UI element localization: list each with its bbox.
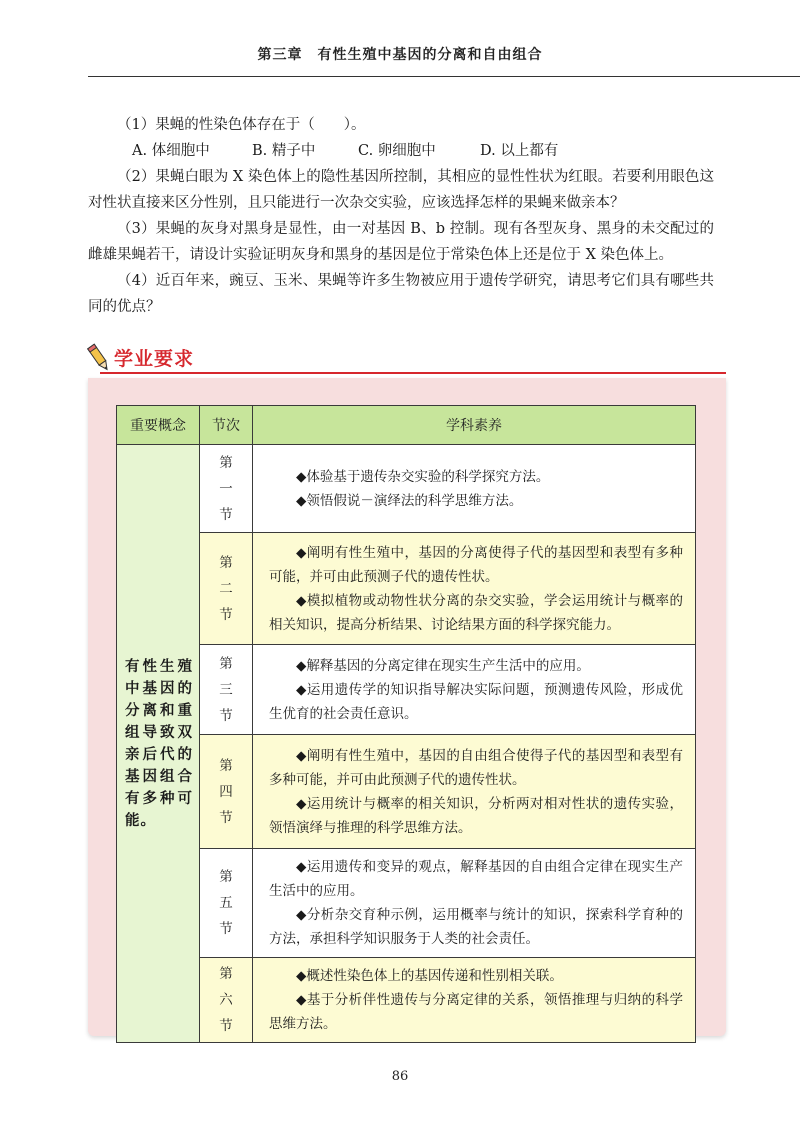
question-1: （1）果蝇的性染色体存在于（ ）。: [117, 117, 366, 133]
literacy-cell: [253, 849, 696, 958]
literacy-item: ◆阐明有性生殖中，基因的自由组合使得子代的基因型和表型有多种可能，并可由此预测子代的遗传性状。: [269, 747, 683, 788]
table-header-row: [117, 406, 696, 445]
table-row: [117, 645, 696, 735]
literacy-cell: [253, 445, 696, 533]
section-label: 第二节: [219, 554, 233, 623]
concept-cell: 有性生殖中基因的分离和重组导致双亲后代的基因组合有多种可能。: [117, 445, 200, 1043]
header-literacy: 学科素养: [253, 406, 696, 445]
table-row: [117, 533, 696, 645]
section-cell: [200, 958, 253, 1043]
option-b: B. 精子中: [252, 143, 316, 159]
table-row: [117, 735, 696, 849]
question-4: （4）近百年来，豌豆、玉米、果蝇等许多生物被应用于遗传学研究，请思考它们具有哪些共同的优点？: [88, 273, 714, 315]
table-row: [117, 445, 696, 533]
section-cell: [200, 849, 253, 958]
exercise-questions: [88, 112, 714, 320]
section-cell: [200, 735, 253, 849]
section-cell: [200, 533, 253, 645]
section-divider: [100, 372, 726, 374]
section-heading: [86, 342, 726, 376]
option-a: A. 体细胞中: [132, 143, 210, 159]
question-2: （2）果蝇白眼为 X 染色体上的隐性基因所控制，其相应的显性性状为红眼。若要利用眼色这对性状直接来区分性别，且只能进行一次杂交实验，应该选择怎样的果蝇来做亲本？: [88, 169, 714, 211]
table-row: [117, 958, 696, 1043]
section-label: 第三节: [219, 655, 233, 724]
literacy-cell: [253, 958, 696, 1043]
section-label: 第六节: [219, 966, 233, 1034]
option-c: C. 卵细胞中: [358, 143, 436, 159]
pencil-icon: [86, 342, 112, 374]
section-cell: [200, 645, 253, 735]
section-label: 第一节: [219, 454, 233, 523]
literacy-item: ◆体验基于遗传杂交实验的科学探究方法。: [296, 468, 550, 485]
requirements-table: [116, 405, 696, 1043]
header-concept: 重要概念: [117, 406, 200, 445]
literacy-item: ◆领悟假说－演绎法的科学思维方法。: [296, 492, 523, 509]
literacy-cell: [253, 645, 696, 735]
section-title: 学业要求: [114, 348, 195, 370]
literacy-item: ◆概述性染色体上的基因传递和性别相关联。: [296, 968, 563, 984]
literacy-cell: [253, 735, 696, 849]
literacy-item: ◆分析杂交育种示例，运用概率与统计的知识，探索科学育种的方法，承担科学知识服务于人类的社会责任。: [269, 907, 683, 947]
question-3: （3）果蝇的灰身对黑身是显性，由一对基因 B、b 控制。现有各型灰身、黑身的未交配过的雌雄果蝇若干，请设计实验证明灰身和黑身的基因是位于常染色体上还是位于 X 染色体上。: [88, 221, 714, 263]
page-number: 86: [391, 1069, 409, 1084]
table-row: [117, 849, 696, 958]
chapter-header: 第三章 有性生殖中基因的分离和自由组合: [257, 47, 543, 63]
literacy-item: ◆模拟植物或动物性状分离的杂交实验，学会运用统计与概率的相关知识，提高分析结果、讨论结果方面的科学探究能力。: [269, 592, 683, 633]
header-divider: [88, 76, 800, 77]
section-label: 第四节: [219, 757, 233, 826]
literacy-item: ◆运用统计与概率的相关知识，分析两对相对性状的遗传实验，领悟演绎与推理的科学思维方法。: [269, 795, 683, 836]
section-cell: [200, 445, 253, 533]
literacy-item: ◆运用遗传和变异的观点，解释基因的自由组合定律在现实生产生活中的应用。: [269, 859, 683, 899]
literacy-item: ◆解释基因的分离定律在现实生产生活中的应用。: [296, 657, 590, 674]
literacy-cell: [253, 533, 696, 645]
literacy-item: ◆基于分析伴性遗传与分离定律的关系，领悟推理与归纳的科学思维方法。: [269, 992, 683, 1032]
literacy-item: ◆运用遗传学的知识指导解决实际问题，预测遗传风险，形成优生优育的社会责任意识。: [269, 681, 683, 722]
question-1-options: [88, 138, 714, 164]
option-d: D. 以上都有: [480, 143, 559, 159]
header-section: 节次: [200, 406, 253, 445]
literacy-item: ◆阐明有性生殖中，基因的分离使得子代的基因型和表型有多种可能，并可由此预测子代的遗传性状。: [269, 544, 683, 585]
section-label: 第五节: [219, 869, 233, 937]
